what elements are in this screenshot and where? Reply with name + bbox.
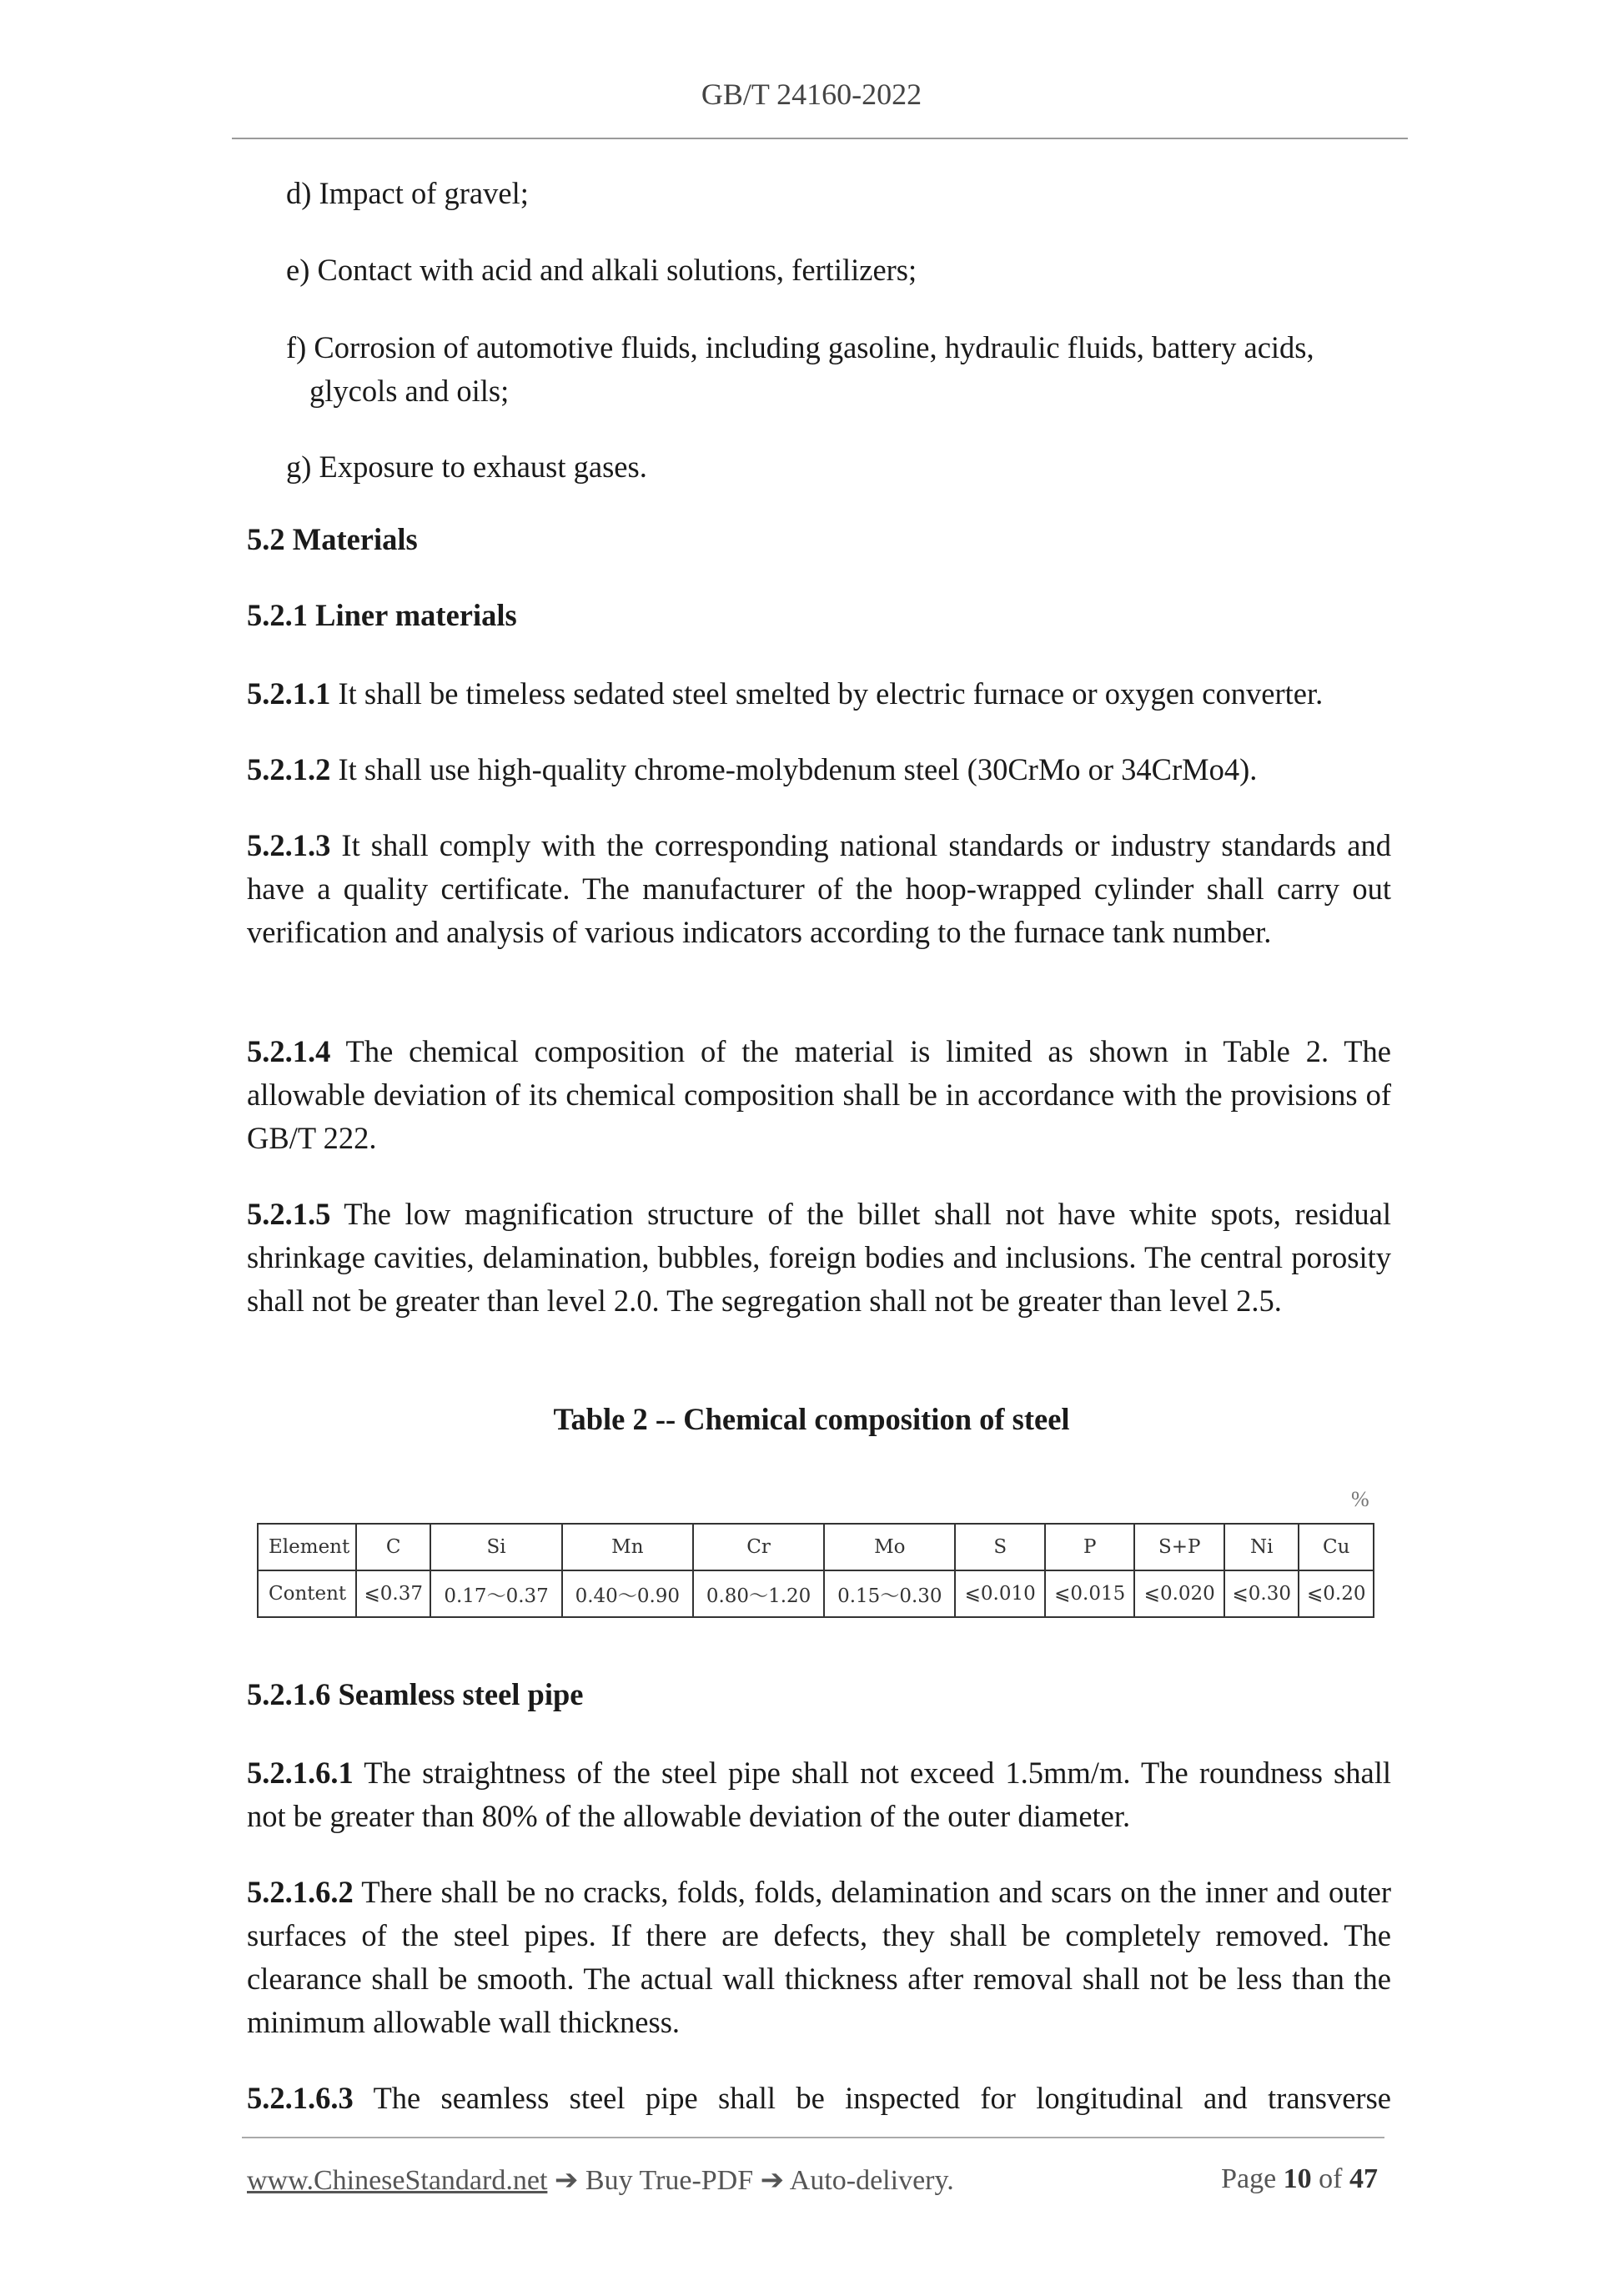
table-cell: C <box>356 1524 430 1570</box>
clause-number: 5.2.1.1 <box>247 676 331 711</box>
list-item-f-line2: glycols and oils; <box>309 374 510 408</box>
page-header: GB/T 24160-2022 <box>701 78 922 111</box>
footer-divider <box>242 2137 1384 2138</box>
table-row <box>258 1570 1374 1617</box>
table-cell: 0.40～0.90 <box>562 1570 693 1617</box>
table-cell: S <box>955 1524 1045 1570</box>
list-item-f <box>286 326 1391 413</box>
section-heading-5-2: 5.2 Materials <box>247 522 418 556</box>
table-cell: Cu <box>1299 1524 1374 1570</box>
table-cell: 0.80～1.20 <box>693 1570 824 1617</box>
clause-number: 5.2.1.6.3 <box>247 2081 354 2115</box>
table-cell: Cr <box>693 1524 824 1570</box>
chemical-composition-table <box>257 1523 1374 1618</box>
table-cell: ⩽0.20 <box>1299 1570 1374 1617</box>
of-label: of <box>1319 2163 1343 2194</box>
table-cell: S+P <box>1134 1524 1224 1570</box>
table-cell: 0.17～0.37 <box>430 1570 561 1617</box>
clause-text: The chemical composition of the material is limited as shown in Table 2. The allowable deviation of its chemical composition shall be in accordance with the provisions of GB/T 222. <box>247 1034 1391 1155</box>
table-cell: Content <box>258 1570 356 1617</box>
clause-5-2-1-6-1 <box>247 1751 1391 1838</box>
clause-number: 5.2.1.4 <box>247 1034 331 1068</box>
header-divider <box>232 138 1408 139</box>
list-item-e: e) Contact with acid and alkali solutions, fertilizers; <box>286 253 917 287</box>
table-cell: ⩽0.30 <box>1224 1570 1299 1617</box>
table-header-row <box>258 1524 1374 1570</box>
clause-5-2-1-6-3 <box>247 2077 1391 2120</box>
section-heading-5-2-1-6: 5.2.1.6 Seamless steel pipe <box>247 1677 584 1711</box>
section-heading-5-2-1: 5.2.1 Liner materials <box>247 598 517 632</box>
clause-5-2-1-6-2 <box>247 1871 1391 2044</box>
arrow-right-icon: ➔ <box>554 2165 579 2196</box>
clause-number: 5.2.1.5 <box>247 1197 331 1231</box>
arrow-right-icon: ➔ <box>760 2165 785 2196</box>
page-label: Page <box>1221 2163 1277 2194</box>
clause-text: It shall be timeless sedated steel smelted by electric furnace or oxygen converter. <box>330 676 1324 711</box>
clause-text: It shall comply with the corresponding national standards or industry standards and have a quality certificate. The manufacturer of the hoop-wrapped cylinder shall carry out verification and analysis of various indicators according to the furnace tank number. <box>247 828 1391 949</box>
clause-5-2-1-4 <box>247 1030 1391 1160</box>
table-cell: Mn <box>562 1524 693 1570</box>
table-unit: % <box>1351 1487 1369 1511</box>
list-item-d: d) Impact of gravel; <box>286 176 529 210</box>
table-cell: Element <box>258 1524 356 1570</box>
list-item-f-line1: f) Corrosion of automotive fluids, including gasoline, hydraulic fluids, battery acids, <box>286 330 1314 364</box>
table-cell: ⩽0.015 <box>1045 1570 1135 1617</box>
table-cell: ⩽0.37 <box>356 1570 430 1617</box>
table-cell: 0.15～0.30 <box>824 1570 955 1617</box>
clause-5-2-1-1 <box>247 672 1391 716</box>
list-item-g: g) Exposure to exhaust gases. <box>286 450 647 484</box>
table-cell: Si <box>430 1524 561 1570</box>
table-cell: ⩽0.010 <box>955 1570 1045 1617</box>
table-cell: P <box>1045 1524 1135 1570</box>
clause-number: 5.2.1.6.2 <box>247 1875 354 1909</box>
table-caption: Table 2 -- Chemical composition of steel <box>553 1402 1070 1436</box>
clause-text: There shall be no cracks, folds, folds, delamination and scars on the inner and outer surfaces of the steel pipes. If there are defects, they shall be completely removed. The clearance shall be smooth. The actual wall thickness after removal shall not be less than the minimum allowable wall thickness. <box>247 1875 1391 2039</box>
table-cell: Mo <box>824 1524 955 1570</box>
footer-delivery-text: Auto-delivery. <box>784 2165 954 2196</box>
total-pages: 47 <box>1349 2163 1378 2194</box>
clause-5-2-1-5 <box>247 1193 1391 1323</box>
clause-5-2-1-2 <box>247 748 1391 791</box>
page-footer <box>247 2163 1378 2197</box>
clause-number: 5.2.1.2 <box>247 752 331 786</box>
clause-number: 5.2.1.3 <box>247 828 331 862</box>
clause-text: The straightness of the steel pipe shall not exceed 1.5mm/m. The roundness shall not be greater than 80% of the allowable deviation of the outer diameter. <box>247 1756 1391 1833</box>
current-page: 10 <box>1283 2163 1312 2194</box>
clause-text: The low magnification structure of the billet shall not have white spots, residual shrinkage cavities, delamination, bubbles, foreign bodies and inclusions. The central porosity shall not be greater than level 2.0. The segregation shall not be greater than level 2.5. <box>247 1197 1391 1318</box>
page-number <box>1221 2163 1378 2195</box>
footer-buy-text: Buy True-PDF <box>578 2165 761 2196</box>
clause-5-2-1-3 <box>247 824 1391 954</box>
table-cell: ⩽0.020 <box>1134 1570 1224 1617</box>
clause-text: The seamless steel pipe shall be inspected for longitudinal and transverse <box>353 2081 1391 2115</box>
clause-text: It shall use high-quality chrome-molybdenum steel (30CrMo or 34CrMo4). <box>330 752 1258 786</box>
website-link[interactable]: www.ChineseStandard.net <box>247 2165 548 2196</box>
table-cell: Ni <box>1224 1524 1299 1570</box>
clause-number: 5.2.1.6.1 <box>247 1756 354 1790</box>
